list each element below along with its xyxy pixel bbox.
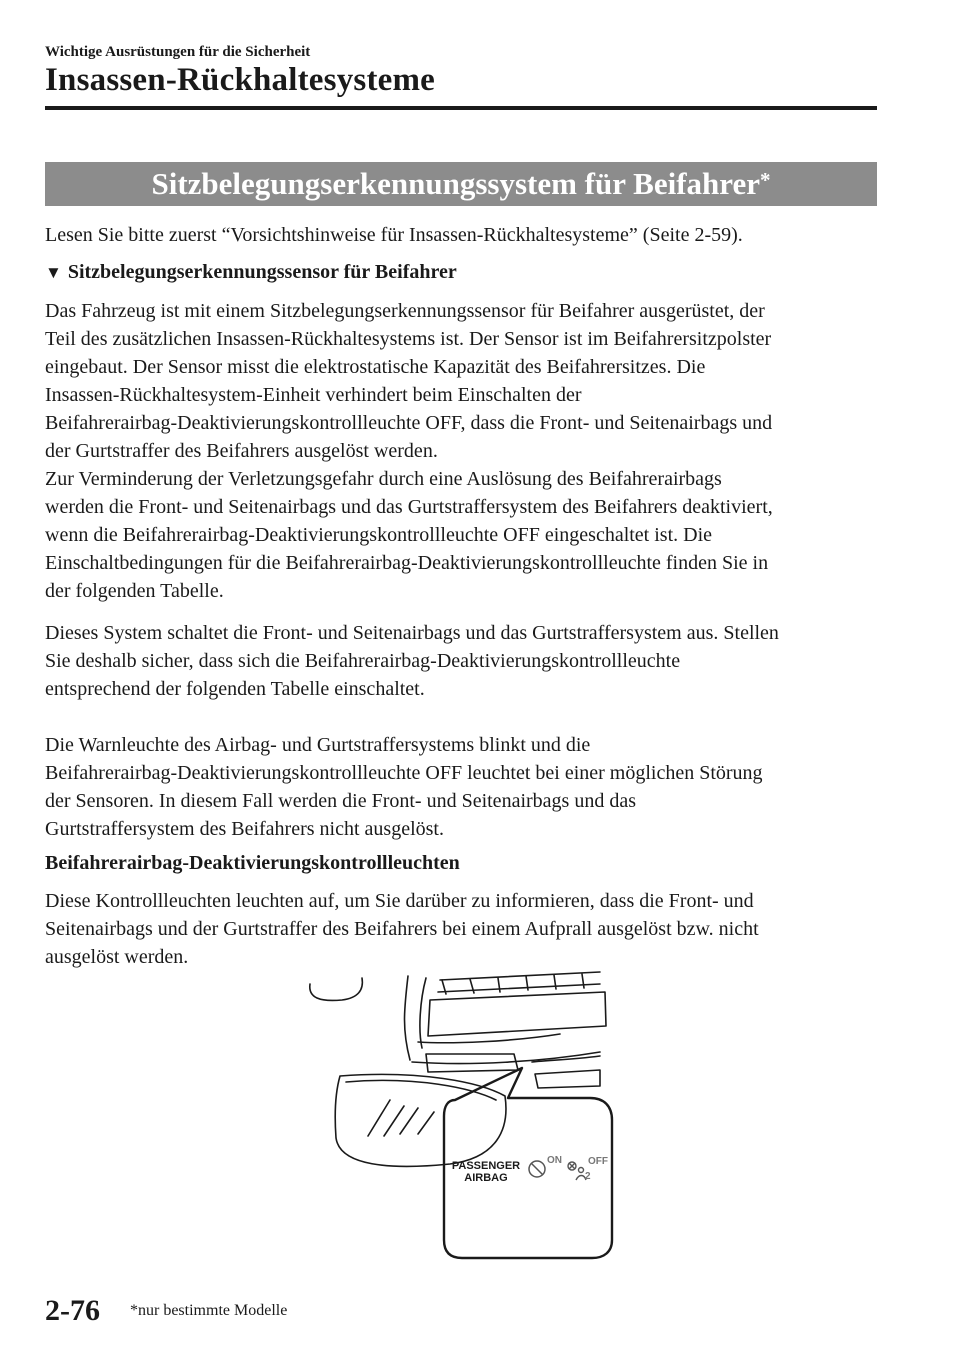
text-line: ausgelöst werden. — [45, 946, 189, 968]
section-title: Sitzbelegungserkennungssystem für Beifahrer — [151, 166, 761, 201]
optional-equipment-marker: * — [760, 168, 771, 192]
text-line: Diese Kontrollleuchten leuchten auf, um Sie darüber zu informieren, dass die Front- und — [45, 890, 754, 912]
text-line: entsprechend der folgenden Tabelle einschaltet. — [45, 678, 425, 700]
text-line: Einschaltbedingungen für die Beifahrerairbag-Deaktivierungskontrollleuchte finden Sie in — [45, 552, 769, 574]
panel-label-line2: AIRBAG — [464, 1172, 508, 1184]
lamps-heading: Beifahrerairbag-Deaktivierungskontrollleuchten — [45, 852, 460, 874]
text-line: der Gurtstraffer des Beifahrers ausgelöst werden. — [45, 440, 438, 462]
system-switch-paragraph — [45, 619, 880, 703]
running-header: Wichtige Ausrüstungen für die Sicherheit — [45, 44, 311, 60]
airbag-indicator-illustration — [300, 970, 620, 1260]
text-line: Insassen-Rückhaltesystem-Einheit verhindert beim Einschalten der — [45, 384, 582, 406]
text-line: der Sensoren. In diesem Fall werden die Front- und Seitenairbags und das — [45, 790, 636, 812]
text-line: Beifahrerairbag-Deaktivierungskontrollleuchte OFF, dass die Front- und Seitenairbags und — [45, 412, 773, 434]
passenger-airbag-panel — [452, 1155, 608, 1184]
text-line: Seitenairbags und der Gurtstraffer des Beifahrers bei einem Aufprall ausgelöst bzw. nicht — [45, 918, 759, 940]
text-line: Dieses System schaltet die Front- und Seitenairbags und das Gurtstraffersystem aus. Stellen — [45, 622, 779, 644]
lamps-paragraph — [45, 887, 880, 971]
text-line: werden die Front- und Seitenairbags und das Gurtstraffersystem des Beifahrers deaktiviert, — [45, 496, 773, 518]
text-line: wenn die Beifahrerairbag-Deaktivierungskontrollleuchte OFF eingeschaltet ist. Die — [45, 524, 713, 546]
panel-label-line1: PASSENGER — [451, 1160, 521, 1172]
text-line: Beifahrerairbag-Deaktivierungskontrollleuchte OFF leuchtet bei einer möglichen Störung — [45, 762, 763, 784]
sensor-description-paragraph — [45, 297, 880, 605]
text-line: Die Warnleuchte des Airbag- und Gurtstraffersystems blinkt und die — [45, 734, 591, 756]
section-banner — [45, 162, 877, 206]
text-line: eingebaut. Der Sensor misst die elektrostatische Kapazität des Beifahrersitzes. Die — [45, 356, 706, 378]
page-number: 2-76 — [45, 1294, 100, 1327]
triangle-marker-icon: ▼ — [45, 263, 62, 282]
header-rule — [45, 106, 877, 110]
text-line: Gurtstraffersystem des Beifahrers nicht ausgelöst. — [45, 818, 444, 840]
airbag-on-icon — [529, 1161, 545, 1177]
airbag-off-icon — [568, 1162, 586, 1180]
off-label: OFF — [588, 1156, 608, 1167]
text-line: Teil des zusätzlichen Insassen-Rückhaltesystems ist. Der Sensor ist im Beifahrersitzpolster — [45, 328, 772, 350]
footnote: *nur bestimmte Modelle — [130, 1302, 288, 1319]
subsection-heading — [45, 258, 457, 287]
text-line: Das Fahrzeug ist mit einem Sitzbelegungserkennungssensor für Beifahrer ausgerüstet, der — [45, 300, 765, 322]
chapter-title: Insassen-Rückhaltesysteme — [45, 62, 436, 98]
intro-paragraph: Lesen Sie bitte zuerst “Vorsichtshinweise für Insassen-Rückhaltesysteme” (Seite 2-59). — [45, 224, 743, 246]
warning-light-paragraph — [45, 731, 880, 843]
text-line: Zur Verminderung der Verletzungsgefahr durch eine Auslösung des Beifahrerairbags — [45, 468, 722, 490]
on-label: ON — [547, 1155, 562, 1166]
text-line: Sie deshalb sicher, dass sich die Beifahrerairbag-Deaktivierungskontrollleuchte — [45, 650, 681, 672]
text-line: der folgenden Tabelle. — [45, 580, 224, 602]
subsection-title: Sitzbelegungserkennungssensor für Beifahrer — [67, 261, 457, 283]
off-number: 2 — [585, 1171, 591, 1182]
